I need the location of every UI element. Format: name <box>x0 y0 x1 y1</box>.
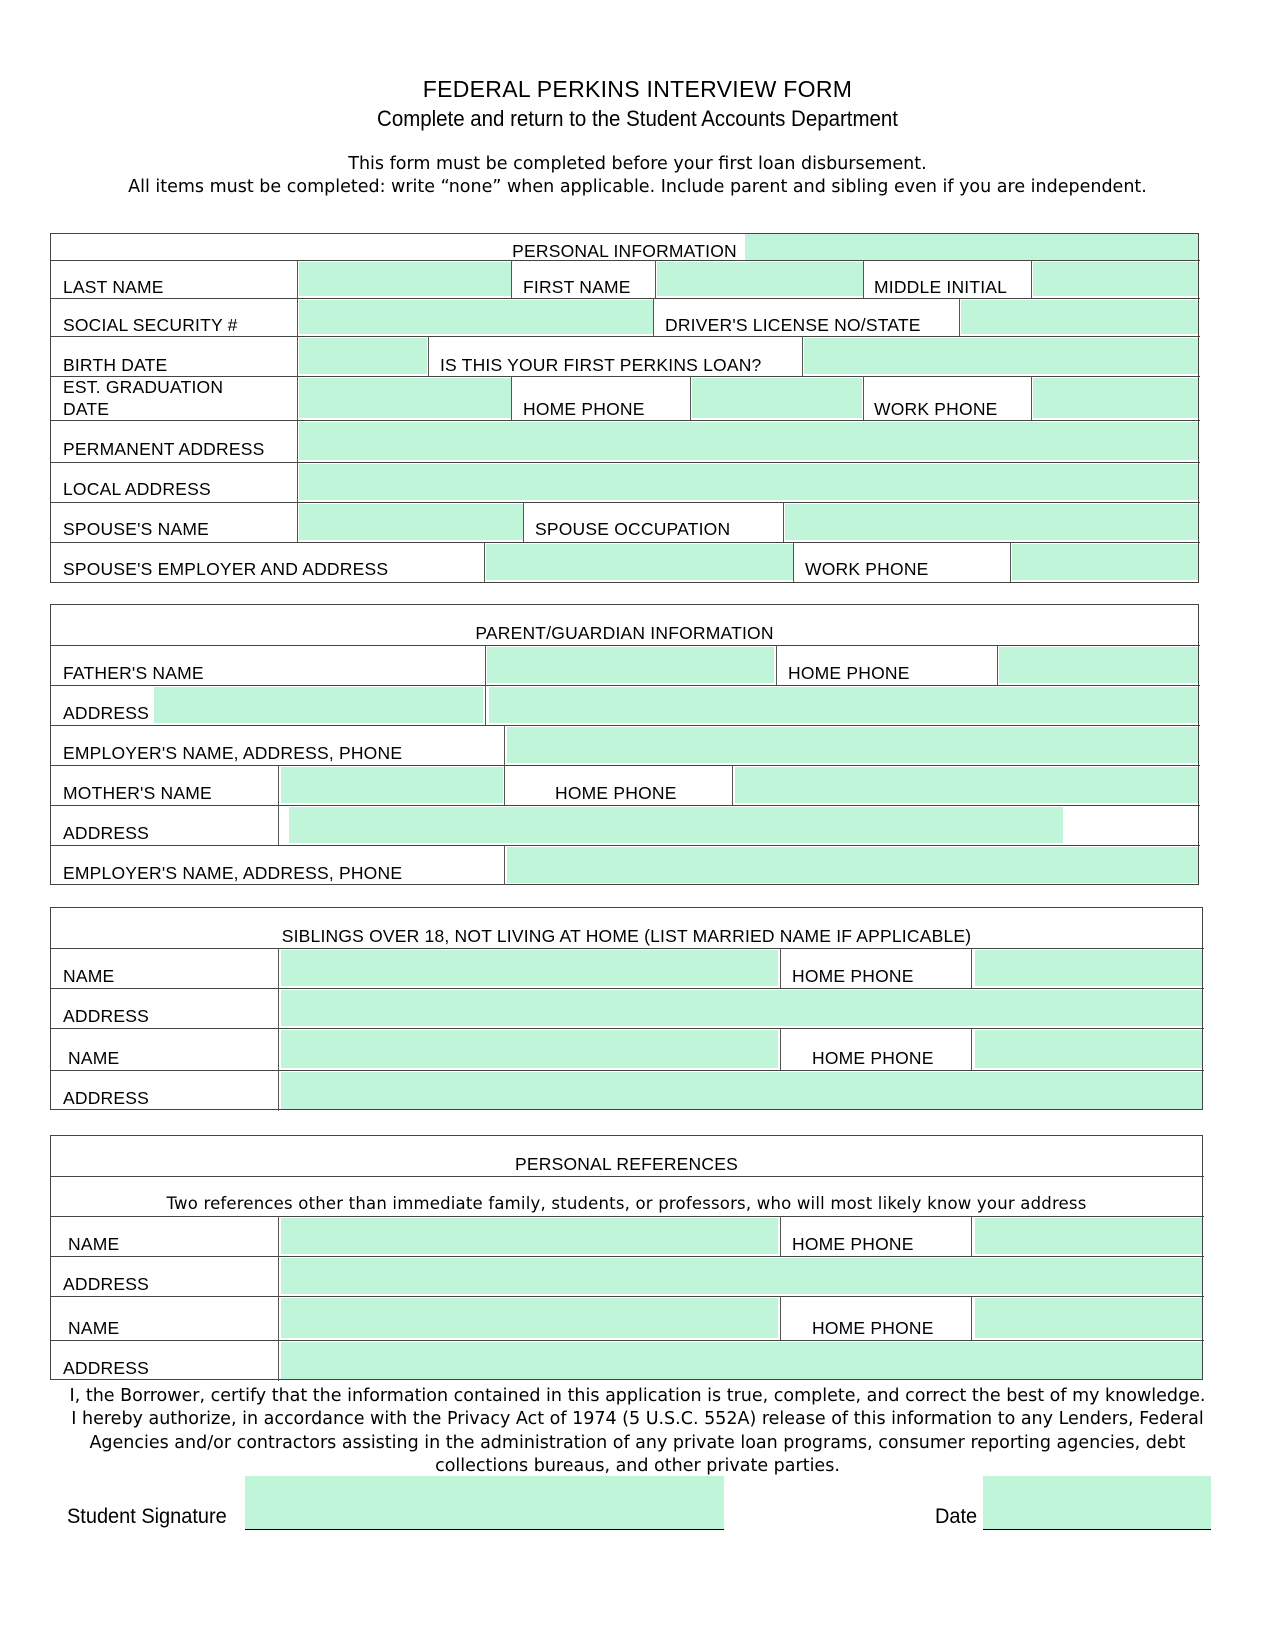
local-address-field[interactable] <box>299 464 1198 500</box>
father-employer-label: EMPLOYER'S NAME, ADDRESS, PHONE <box>63 743 403 763</box>
personal-references-heading: PERSONAL REFERENCES <box>515 1154 738 1174</box>
reference-1-home-phone-field[interactable] <box>975 1218 1202 1254</box>
date-label: Date <box>935 1505 978 1528</box>
est-graduation-label: EST. GRADUATION <box>63 377 224 397</box>
work-phone-label: WORK PHONE <box>874 399 998 419</box>
reference-2-name-field[interactable] <box>281 1298 778 1338</box>
sibling-1-address-label: ADDRESS <box>63 1006 150 1026</box>
sibling-2-name-label: NAME <box>68 1048 120 1068</box>
references-note: Two references other than immediate family, students, or professors, who will most likely know your address <box>166 1194 1087 1213</box>
spouse-employer-label: SPOUSE'S EMPLOYER AND ADDRESS <box>63 559 389 579</box>
date-underline <box>983 1529 1211 1530</box>
father-name-label: FATHER'S NAME <box>63 663 204 683</box>
siblings-section <box>50 907 1203 1110</box>
est-graduation-field[interactable] <box>299 378 511 418</box>
drivers-license-label: DRIVER'S LICENSE NO/STATE <box>665 315 921 335</box>
last-name-field[interactable] <box>299 262 511 296</box>
mother-employer-field[interactable] <box>507 847 1198 883</box>
sibling-2-address-field[interactable] <box>281 1072 1202 1109</box>
certification-line-3: Agencies and/or contractors assisting in the administration of any private loan programs, consumer reporting agencies, debt <box>89 1433 1186 1453</box>
spouse-name-field[interactable] <box>299 504 523 540</box>
mother-name-label: MOTHER'S NAME <box>63 783 212 803</box>
certification-line-4: collections bureaus, and other private parties. <box>435 1456 840 1476</box>
local-address-label: LOCAL ADDRESS <box>63 479 211 499</box>
personal-information-section <box>50 233 1199 583</box>
form-subtitle: Complete and return to the Student Accounts Department <box>377 106 898 131</box>
student-signature-field[interactable] <box>245 1476 724 1529</box>
home-phone-field[interactable] <box>692 378 862 418</box>
siblings-heading: SIBLINGS OVER 18, NOT LIVING AT HOME (LIST MARRIED NAME IF APPLICABLE) <box>281 926 972 946</box>
spouse-work-phone-field[interactable] <box>1012 544 1198 580</box>
first-name-label: FIRST NAME <box>523 277 631 297</box>
permanent-address-field[interactable] <box>299 422 1198 460</box>
personal-heading-field[interactable] <box>745 234 1198 260</box>
reference-1-address-label: ADDRESS <box>63 1274 150 1294</box>
reference-2-name-label: NAME <box>68 1318 120 1338</box>
reference-1-name-field[interactable] <box>281 1218 778 1254</box>
father-address-field-b[interactable] <box>489 687 1198 723</box>
sibling-2-name-field[interactable] <box>281 1030 778 1068</box>
first-perkins-field[interactable] <box>804 338 1198 374</box>
certification-line-2: I hereby authorize, in accordance with the Privacy Act of 1974 (5 U.S.C. 552A) release of this information to any Lenders, Federal <box>71 1409 1204 1429</box>
reference-2-address-label: ADDRESS <box>63 1358 150 1378</box>
parent-guardian-section <box>50 604 1199 885</box>
spouse-work-phone-label: WORK PHONE <box>805 559 929 579</box>
reference-1-name-label: NAME <box>68 1234 120 1254</box>
sibling-2-address-label: ADDRESS <box>63 1088 150 1108</box>
drivers-license-field[interactable] <box>961 300 1198 334</box>
mother-home-phone-field[interactable] <box>735 767 1198 803</box>
form-title: FEDERAL PERKINS INTERVIEW FORM <box>422 76 853 102</box>
certification-line-1: I, the Borrower, certify that the information contained in this application is true, complete, and correct the best of my knowledge. <box>69 1386 1206 1406</box>
est-graduation-date-label: DATE <box>63 399 110 419</box>
father-address-label: ADDRESS <box>63 703 150 723</box>
father-home-phone-field[interactable] <box>999 647 1198 683</box>
ssn-field[interactable] <box>299 300 653 334</box>
personal-information-heading: PERSONAL INFORMATION <box>512 241 737 261</box>
spouse-employer-field[interactable] <box>486 544 793 580</box>
reference-1-address-field[interactable] <box>281 1258 1202 1294</box>
father-name-field[interactable] <box>487 647 774 683</box>
last-name-label: LAST NAME <box>63 277 164 297</box>
spouse-occupation-field[interactable] <box>785 504 1198 540</box>
spouse-name-label: SPOUSE'S NAME <box>63 519 209 539</box>
sibling-2-home-phone-field[interactable] <box>975 1030 1202 1068</box>
intro-line-1: This form must be completed before your first loan disbursement. <box>348 154 927 174</box>
sibling-1-name-field[interactable] <box>281 950 778 986</box>
first-perkins-label: IS THIS YOUR FIRST PERKINS LOAN? <box>440 355 762 375</box>
reference-2-home-phone-label: HOME PHONE <box>812 1318 934 1338</box>
home-phone-label: HOME PHONE <box>523 399 645 419</box>
middle-initial-field[interactable] <box>1033 262 1198 296</box>
mother-address-label: ADDRESS <box>63 823 150 843</box>
reference-2-home-phone-field[interactable] <box>975 1298 1202 1338</box>
mother-home-phone-label: HOME PHONE <box>555 783 677 803</box>
parent-guardian-heading: PARENT/GUARDIAN INFORMATION <box>475 623 774 643</box>
spouse-occupation-label: SPOUSE OCCUPATION <box>535 519 731 539</box>
mother-name-field[interactable] <box>281 767 503 803</box>
personal-references-section <box>50 1135 1203 1380</box>
work-phone-field[interactable] <box>1033 378 1198 418</box>
sibling-1-name-label: NAME <box>63 966 115 986</box>
student-signature-label: Student Signature <box>67 1505 227 1528</box>
sibling-2-home-phone-label: HOME PHONE <box>812 1048 934 1068</box>
sibling-1-home-phone-field[interactable] <box>975 950 1202 986</box>
father-address-field-a[interactable] <box>154 687 483 723</box>
reference-1-home-phone-label: HOME PHONE <box>792 1234 914 1254</box>
father-home-phone-label: HOME PHONE <box>788 663 910 683</box>
mother-address-field[interactable] <box>289 807 1063 843</box>
middle-initial-label: MIDDLE INITIAL <box>874 277 1008 297</box>
mother-employer-label: EMPLOYER'S NAME, ADDRESS, PHONE <box>63 863 403 883</box>
first-name-field[interactable] <box>657 262 863 296</box>
intro-line-2: All items must be completed: write “none” when applicable. Include parent and sibling even if you are independent. <box>128 177 1147 197</box>
father-employer-field[interactable] <box>507 727 1198 763</box>
sibling-1-address-field[interactable] <box>281 990 1202 1026</box>
ssn-label: SOCIAL SECURITY # <box>63 315 238 335</box>
date-field[interactable] <box>983 1476 1211 1529</box>
birth-date-field[interactable] <box>299 338 427 374</box>
sibling-1-home-phone-label: HOME PHONE <box>792 966 914 986</box>
reference-2-address-field[interactable] <box>281 1342 1202 1379</box>
permanent-address-label: PERMANENT ADDRESS <box>63 439 265 459</box>
signature-underline <box>245 1529 724 1530</box>
birth-date-label: BIRTH DATE <box>63 355 168 375</box>
